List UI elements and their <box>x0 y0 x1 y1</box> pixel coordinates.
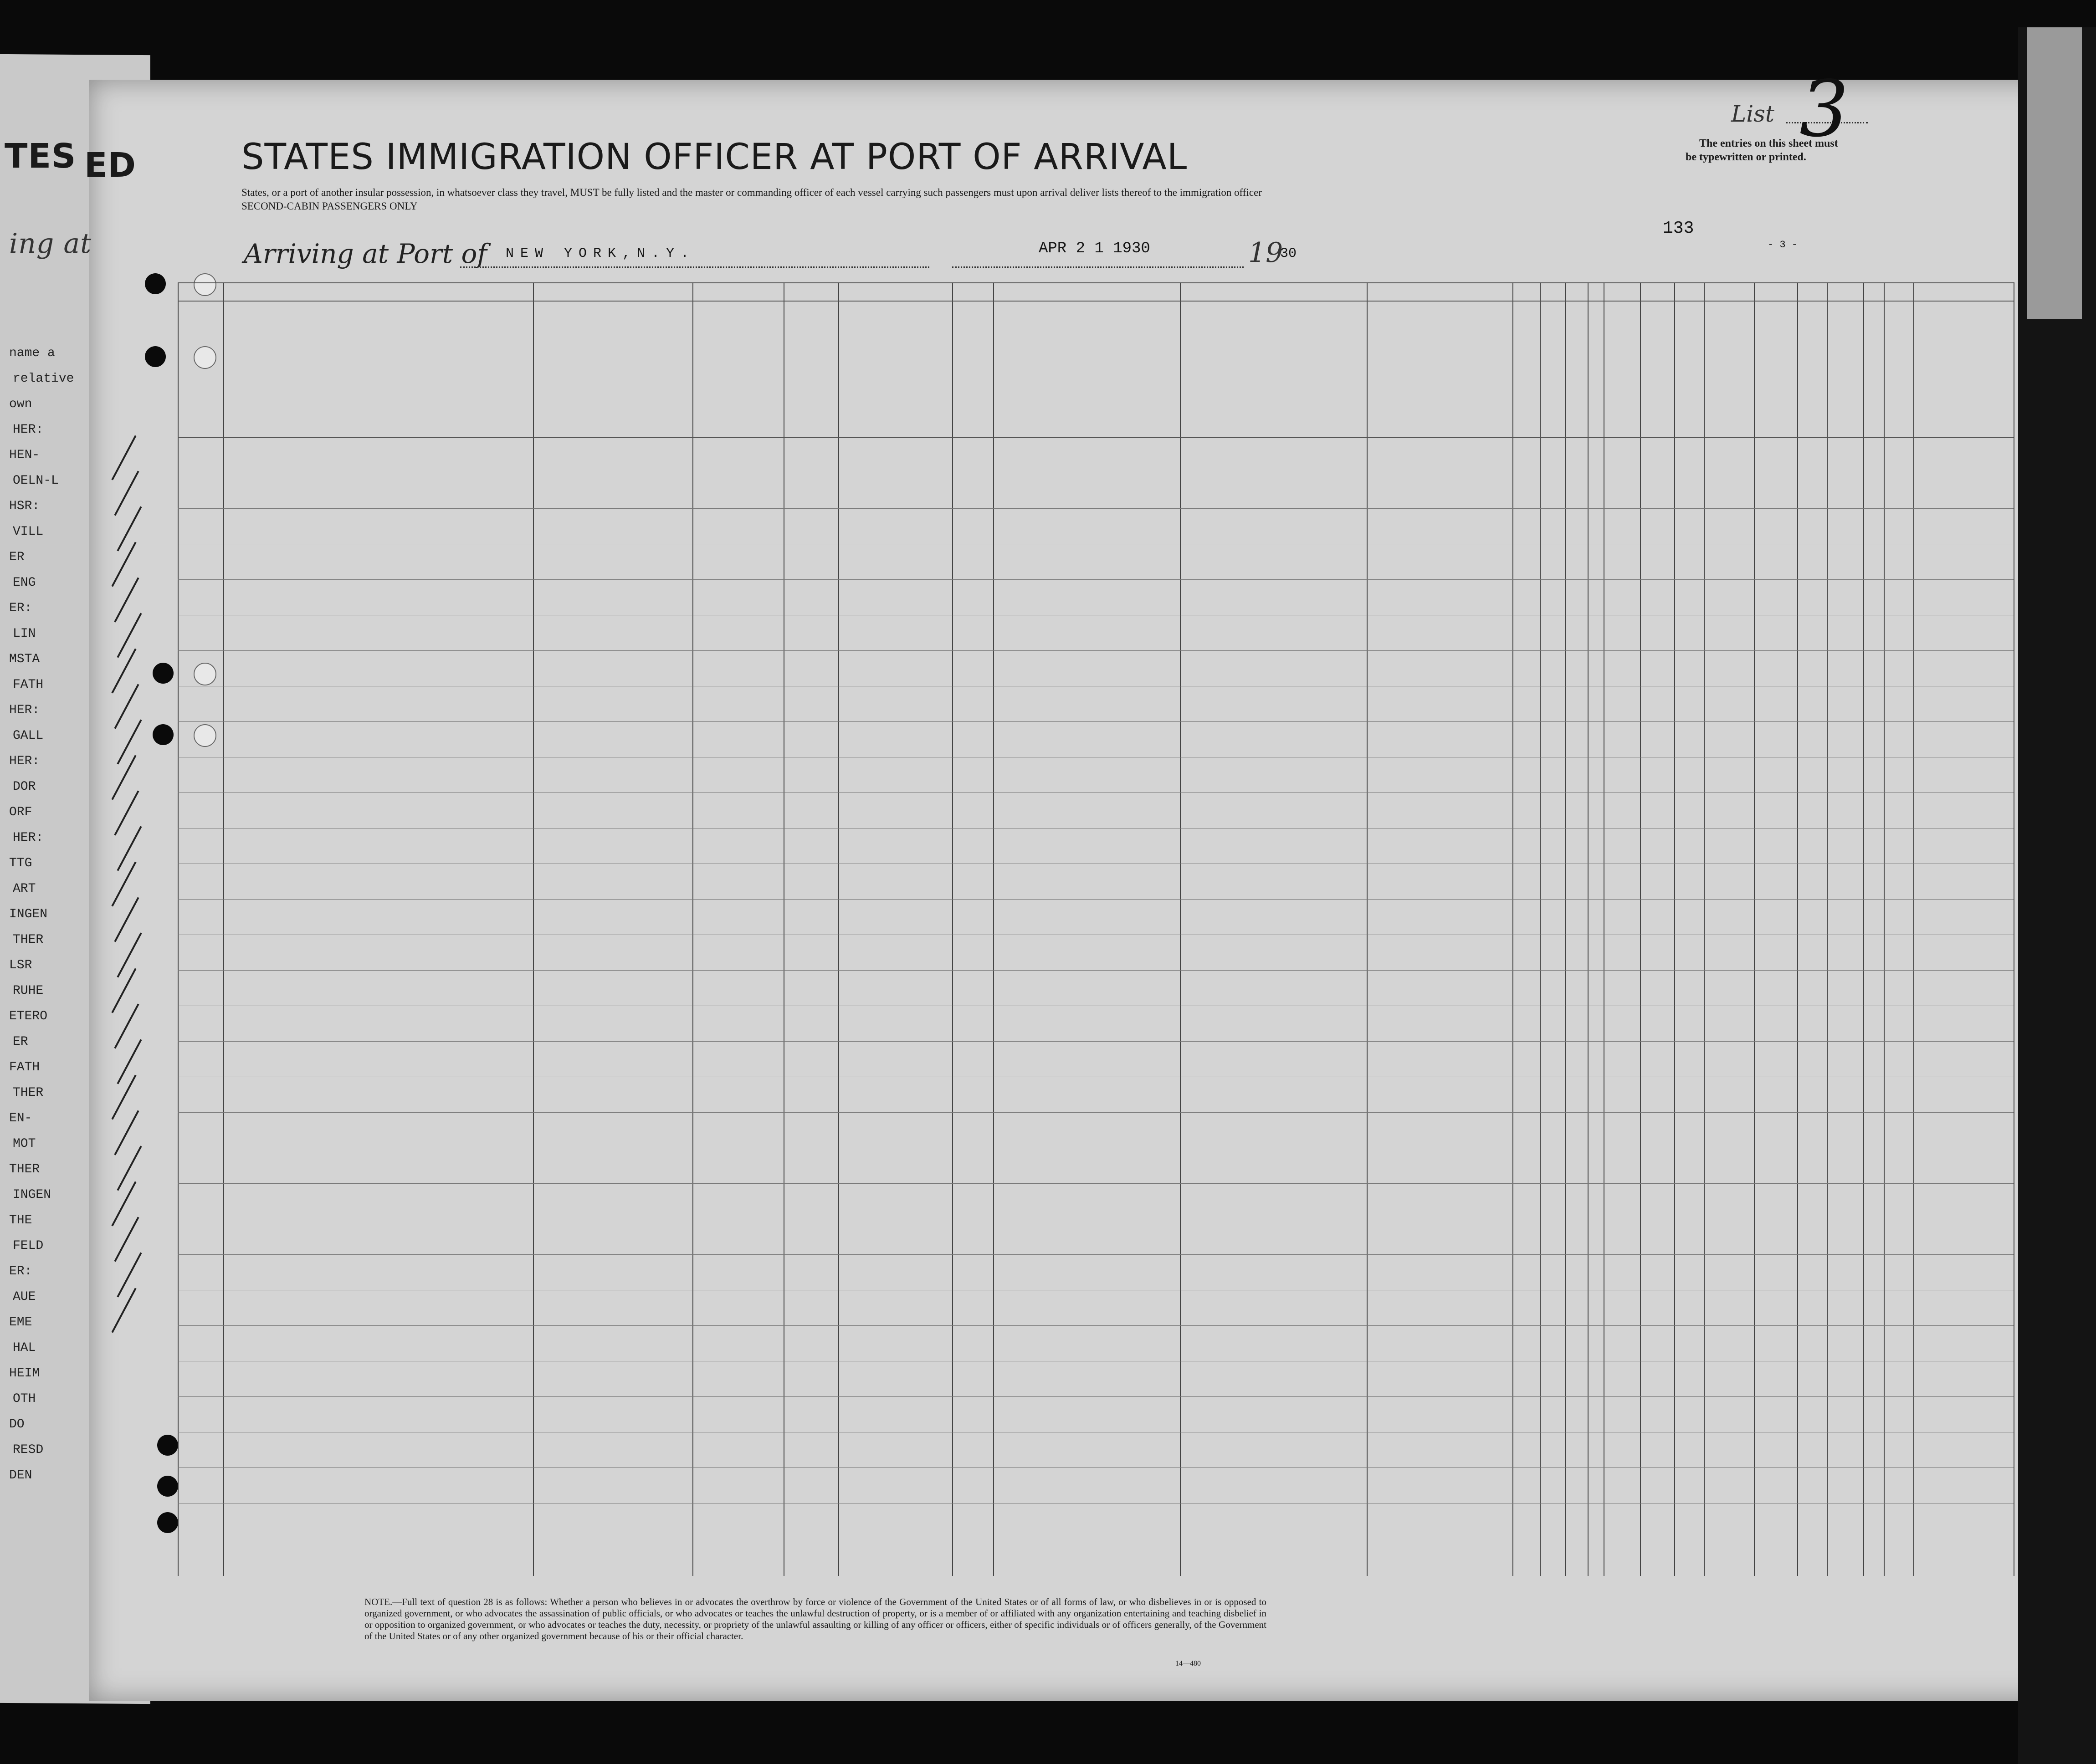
grid-vertical-line <box>952 282 953 1576</box>
left-page-line: HEIM <box>9 1366 40 1381</box>
grid-vertical-line <box>1827 282 1828 1576</box>
page-number: 133 <box>1663 219 1694 238</box>
grid-row-line <box>178 1396 2014 1397</box>
left-page-line: OELN-L <box>13 474 59 488</box>
grid-row-line <box>178 721 2014 722</box>
grid-row-line <box>178 1325 2014 1326</box>
instructions-text: States, or a port of another insular possession, in whatsoever class they travel, MUST be fully listed and the master or commanding officer of each vessel carrying such passengers must upon arrival deliver lists thereof to the immigration officer <box>241 187 1262 198</box>
grid-vertical-line <box>1540 282 1541 1576</box>
entries-note-1: The entries on this sheet must <box>1699 138 1838 149</box>
entries-note-2: be typewritten or printed. <box>1686 151 1806 163</box>
grid-vertical-line <box>223 282 224 1576</box>
left-page-line: own <box>9 397 32 411</box>
left-page-line: TTG <box>9 856 32 870</box>
arriving-label: Arriving at Port of <box>244 238 487 269</box>
left-page-heading-fragment: TES <box>5 137 77 176</box>
grid-horizontal-line <box>178 282 2014 283</box>
grid-vertical-line <box>1913 282 1914 1576</box>
left-page-line: THER <box>13 933 44 947</box>
grid-row-line <box>178 1183 2014 1184</box>
left-page-line: ORF <box>9 805 32 819</box>
left-page-line: EN- <box>9 1111 32 1125</box>
grid-vertical-line <box>1704 282 1705 1576</box>
grid-vertical-line <box>1797 282 1798 1576</box>
grid-vertical-line <box>1674 282 1675 1576</box>
left-page-line: RUHE <box>13 984 44 998</box>
left-page-line: ER: <box>9 601 32 615</box>
date-underline <box>952 266 1244 268</box>
left-page-line: ER <box>9 550 25 564</box>
left-page-line: AUE <box>13 1290 36 1304</box>
left-page-line: ART <box>13 882 36 896</box>
grid-vertical-line <box>838 282 839 1576</box>
left-page-line: VILL <box>13 525 44 539</box>
grid-row-line <box>178 1112 2014 1113</box>
left-page-line: RESD <box>13 1443 44 1457</box>
left-page-line: ER: <box>9 1264 32 1278</box>
left-page-line: LSR <box>9 958 32 972</box>
grid-row-line <box>178 1467 2014 1468</box>
grid-row-line <box>178 1254 2014 1255</box>
left-page-line: HSR: <box>9 499 40 513</box>
left-page-line: relative <box>13 372 74 386</box>
left-page-line: name a <box>9 346 55 360</box>
class-line: SECOND-CABIN PASSENGERS ONLY <box>241 200 418 212</box>
page-title: STATES IMMIGRATION OFFICER AT PORT OF ARRIVAL <box>241 137 1188 178</box>
left-page-arriving-fragment: ing at <box>9 228 92 260</box>
left-page-line: THER <box>9 1162 40 1176</box>
left-page-line: HEN- <box>9 448 40 462</box>
grid-vertical-line <box>1863 282 1864 1576</box>
binder-hole <box>153 663 174 684</box>
left-page-line: ENG <box>13 576 36 590</box>
left-page-line: GALL <box>13 729 44 743</box>
left-page-line: MSTA <box>9 652 40 666</box>
list-number: 3 <box>1799 64 1849 154</box>
left-page-line: DO <box>9 1417 25 1432</box>
left-page-line: DEN <box>9 1468 32 1483</box>
left-page-line: MOT <box>13 1137 36 1151</box>
grid-vertical-line <box>1754 282 1755 1576</box>
binder-hole <box>157 1476 178 1497</box>
binder-hole <box>153 724 174 745</box>
grid-vertical-line <box>1367 282 1368 1576</box>
left-page-line: FATH <box>13 678 44 692</box>
grid-vertical-line <box>533 282 534 1576</box>
binder-hole <box>145 346 166 367</box>
left-page-line: DOR <box>13 780 36 794</box>
left-page-line: HER: <box>13 423 44 437</box>
left-page-line: THER <box>13 1086 44 1100</box>
form-number: 14—480 <box>1175 1660 1201 1667</box>
grid-row-line <box>178 508 2014 509</box>
left-page-line: LIN <box>13 627 36 641</box>
left-page-heading-fragment-2: ED <box>84 146 136 185</box>
left-page-line: FATH <box>9 1060 40 1074</box>
left-page-line: HER: <box>9 754 40 768</box>
left-page-line: INGEN <box>13 1188 51 1202</box>
side-mark: - 3 - <box>1768 239 1798 251</box>
left-page-line: INGEN <box>9 907 48 921</box>
port-value: NEW YORK,N.Y. <box>506 246 696 261</box>
grid-vertical-line <box>692 282 693 1576</box>
left-page-line: ETERO <box>9 1009 48 1023</box>
grid-vertical-line <box>1512 282 1513 1576</box>
grid-horizontal-line <box>178 301 2014 302</box>
left-page-line: HER: <box>13 831 44 845</box>
binder-hole <box>157 1435 178 1456</box>
grid-vertical-line <box>1588 282 1589 1576</box>
grid-row-line <box>178 1041 2014 1042</box>
left-page-line: ER <box>13 1035 28 1049</box>
grid-row-line <box>178 970 2014 971</box>
year-prefix: 19 <box>1248 237 1283 269</box>
manifest-table <box>178 282 2014 1576</box>
grid-horizontal-line <box>178 437 2014 438</box>
grid-vertical-line <box>993 282 994 1576</box>
grid-row-line <box>178 579 2014 580</box>
grid-row-line <box>178 650 2014 651</box>
list-label: List <box>1731 101 1774 127</box>
binder-hole <box>145 273 166 294</box>
left-page-line: EME <box>9 1315 32 1329</box>
grid-vertical-line <box>1565 282 1566 1576</box>
left-page-line: HER: <box>9 703 40 717</box>
left-page-line: THE <box>9 1213 32 1227</box>
right-binding-edge <box>2018 27 2096 1764</box>
grid-vertical-line <box>1180 282 1181 1576</box>
left-page-line: OTH <box>13 1392 36 1406</box>
footnote: NOTE.—Full text of question 28 is as follows: Whether a person who believes in or advocates the overthrow by force or violence of the Government of the United States or of all forms of law, or who disbelieves in or is opposed to organized government, or who advocates the assassination of public officials, or who advocates or teaches the unlawful destruction of property, or is a member of or affiliated with any organization entertaining and teaching disbelief in or opposition to organized government, or who advocates or teaches the duty, necessity, or propriety of the unlawful assaulting or killing of any officer or officers, either of specific individuals or of officers generally, of the Government of the United States or of any other organized government because of his or their official character. <box>364 1596 1266 1641</box>
grid-row-line <box>178 899 2014 900</box>
grid-vertical-line <box>1884 282 1885 1576</box>
grid-vertical-line <box>1640 282 1641 1576</box>
left-page-line: FELD <box>13 1239 44 1253</box>
binder-hole <box>157 1512 178 1533</box>
port-underline <box>460 266 929 268</box>
year-suffix: 30 <box>1280 246 1297 261</box>
left-page-line: HAL <box>13 1341 36 1355</box>
grid-vertical-line <box>178 282 179 1576</box>
date-stamp: APR 2 1 1930 <box>1039 240 1150 257</box>
